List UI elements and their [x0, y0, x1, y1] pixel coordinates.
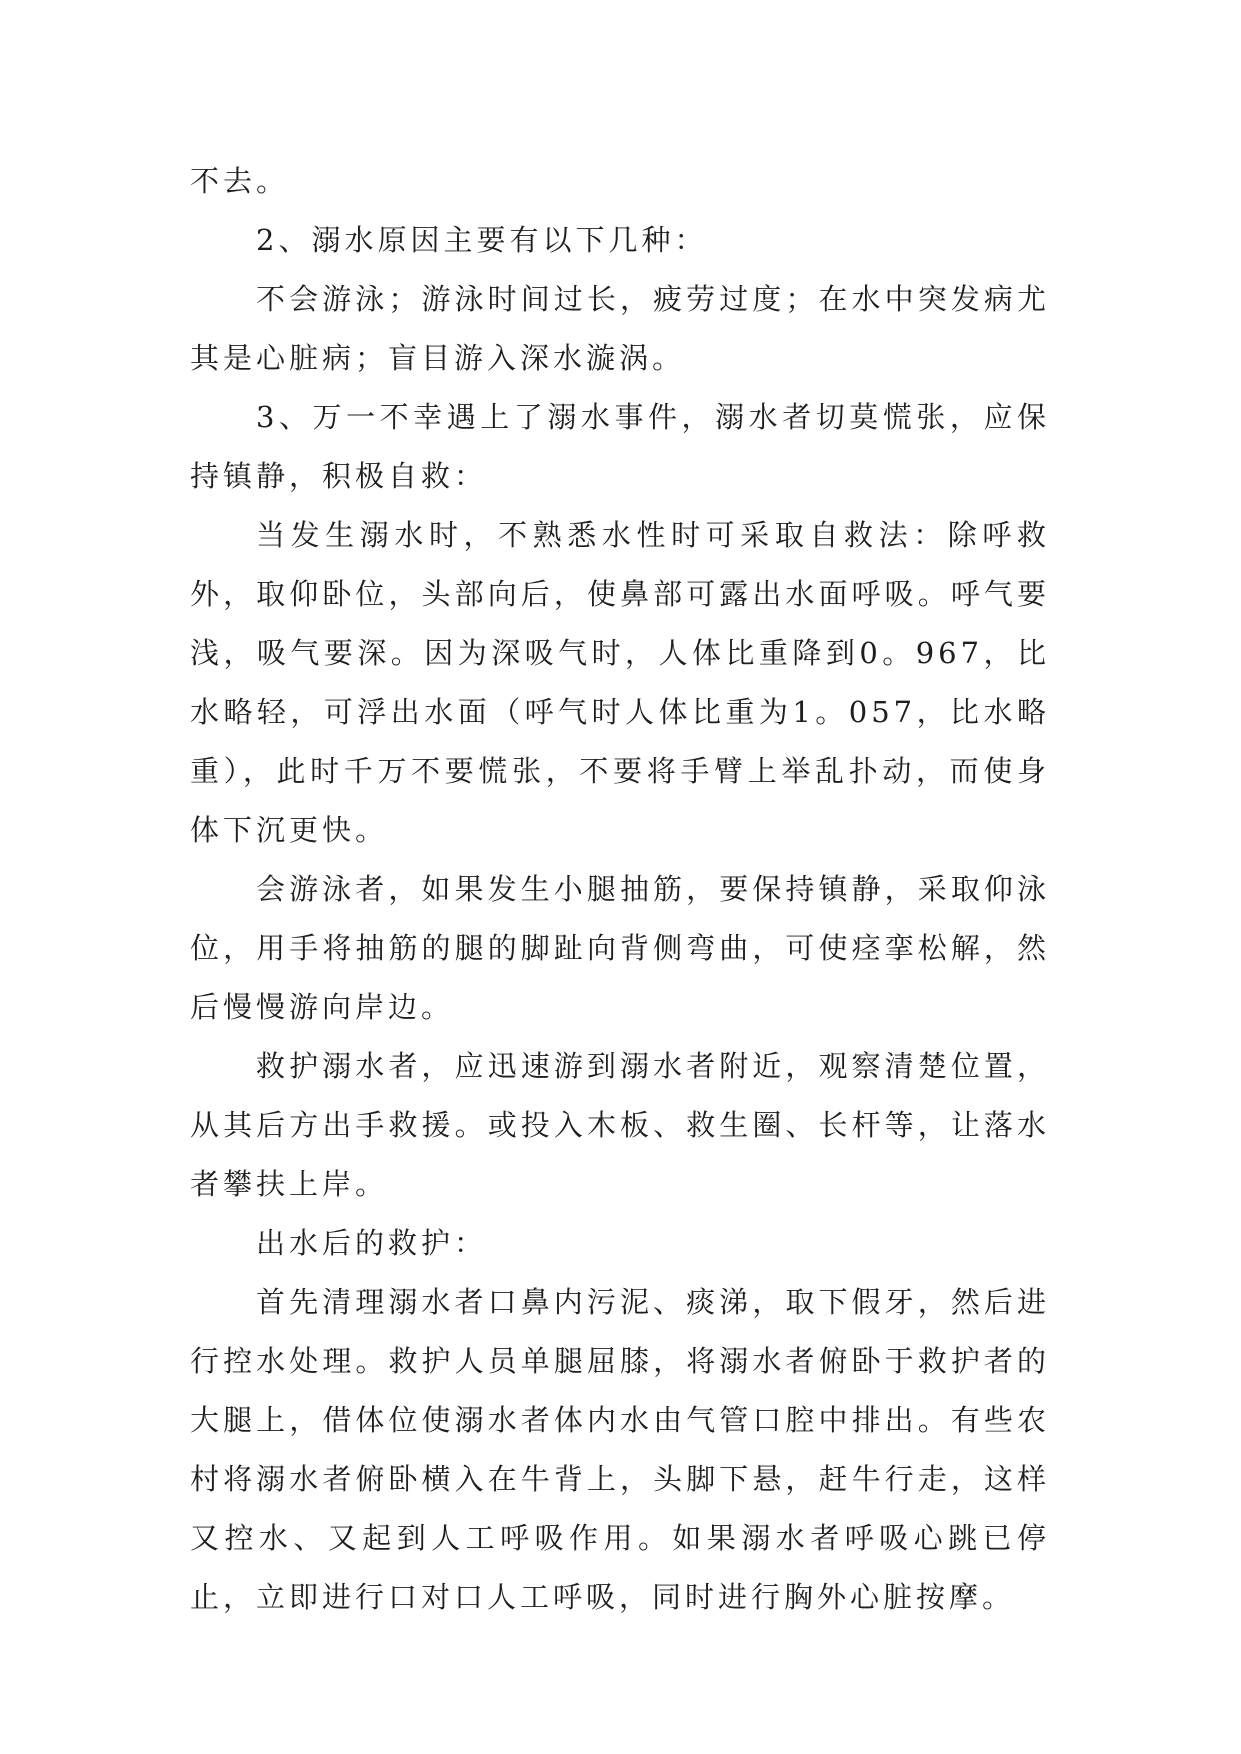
paragraph-post-rescue-care: 首先清理溺水者口鼻内污泥、痰涕，取下假牙，然后进行控水处理。救护人员单腿屈膝，将溺水者俯卧于救护者的大腿上，借体位使溺水者体内水由气管口腔中排出。有些农村将溺水者俯卧横入在牛背上，头脚下悬，赶牛行走，这样又控水、又起到人工呼吸作用。如果溺水者呼吸心跳已停止，立即进行口对口人工呼吸，同时进行胸外心脏按摩。 [190, 1285, 1050, 1614]
paragraph-self-rescue-method: 当发生溺水时，不熟悉水性时可采取自救法：除呼救外，取仰卧位，头部向后，使鼻部可露出水面呼吸。呼气要浅，吸气要深。因为深吸气时，人体比重降到0。967，比水略轻，可浮出水面（呼气时人体比重为1。057，比水略重），此时千万不要慌张，不要将手臂上举乱扑动，而使身体下沉更快。 [190, 518, 1050, 847]
document-page [190, 152, 1050, 1627]
paragraph-rescue-others: 救护溺水者，应迅速游到溺水者附近，观察清楚位置，从其后方出手救援。或投入木板、救生圈、长杆等，让落水者攀扶上岸。 [190, 1049, 1050, 1201]
paragraph-continuation: 不去。 [190, 164, 290, 198]
paragraph-leg-cramp: 会游泳者，如果发生小腿抽筋，要保持镇静，采取仰泳位，用手将抽筋的腿的脚趾向背侧弯曲，可使痉挛松解，然后慢慢游向岸边。 [190, 872, 1050, 1024]
paragraph-post-rescue-heading: 出水后的救护： [256, 1226, 488, 1260]
paragraph-drowning-causes-heading: 2、溺水原因主要有以下几种： [256, 223, 708, 257]
paragraph-drowning-causes: 不会游泳；游泳时间过长，疲劳过度；在水中突发病尤其是心脏病；盲目游入深水漩涡。 [190, 282, 1050, 375]
paragraph-self-rescue-heading: 3、万一不幸遇上了溺水事件，溺水者切莫慌张，应保持镇静，积极自救： [190, 400, 1050, 493]
